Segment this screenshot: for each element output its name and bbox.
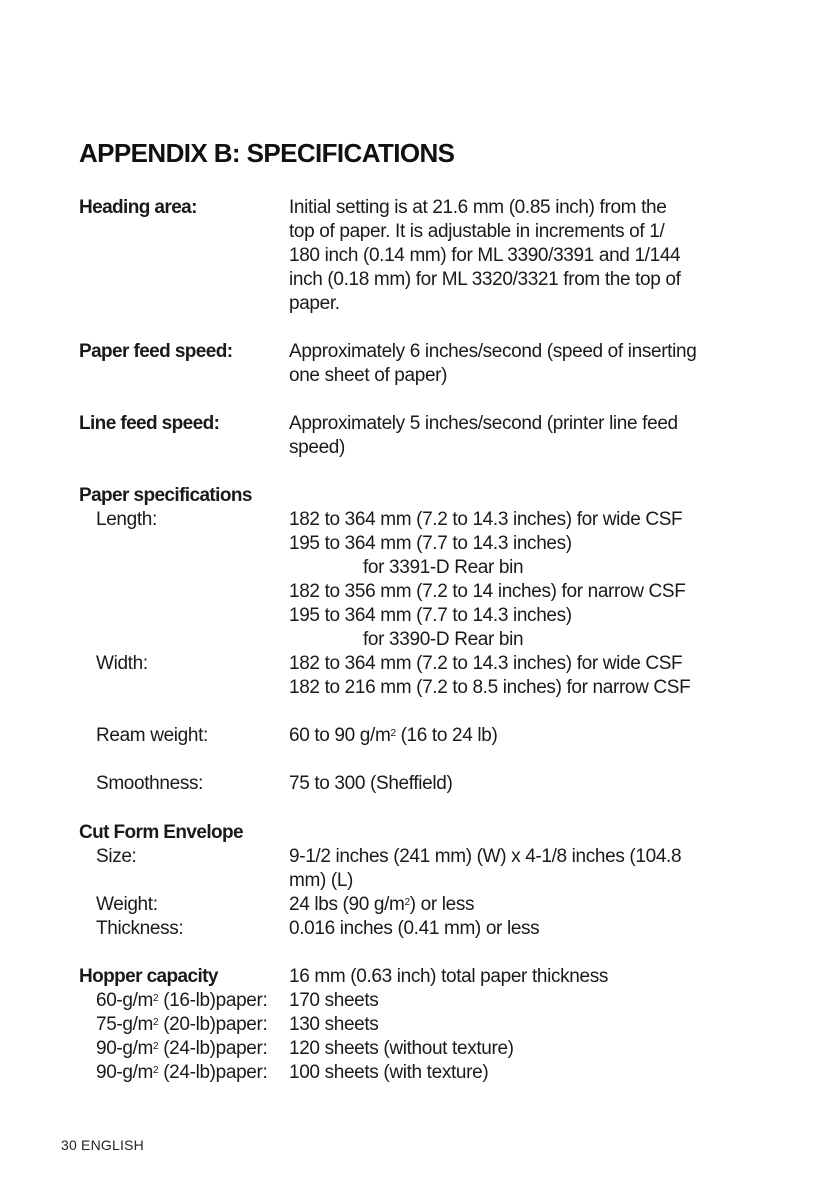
hopper-heading: Hopper capacity (79, 966, 218, 987)
envelope-size-line: 9-1/2 inches (241 mm) (W) x 4-1/8 inches (104.8 (289, 846, 682, 867)
heading-area-line: top of paper. It is adjustable in increments of 1/ (289, 221, 665, 242)
length-line: 195 to 364 mm (7.7 to 14.3 inches) (289, 605, 572, 626)
hopper-row-label: $60-g/m^2$ (16-lb)paper: (96, 990, 268, 1011)
hopper-heading-value: 16 mm (0.63 inch) total paper thickness (289, 966, 609, 987)
hopper-row-label: $75-g/m^2$ (20-lb)paper: (96, 1014, 268, 1035)
width-label: Width: (96, 653, 148, 674)
paper-feed-speed-label: Paper feed speed: (79, 341, 233, 362)
length-line: 182 to 364 mm (7.2 to 14.3 inches) for wide CSF (289, 509, 683, 530)
envelope-weight-label: Weight: (96, 894, 158, 915)
length-line: 195 to 364 mm (7.7 to 14.3 inches) (289, 533, 572, 554)
envelope-thickness-label: Thickness: (96, 918, 184, 939)
hopper-row-label: $90-g/m^2$ (24-lb)paper: (96, 1062, 268, 1083)
hopper-row-value: 100 sheets (with texture) (289, 1062, 489, 1083)
length-line: for 3390-D Rear bin (363, 629, 524, 650)
envelope-size-line: mm) (L) (289, 870, 354, 891)
hopper-row-value: 170 sheets (289, 990, 379, 1011)
length-label: Length: (96, 509, 157, 530)
heading-area-line: inch (0.18 mm) for ML 3320/3321 from the top of (289, 269, 681, 290)
line-feed-speed-line: Approximately 5 inches/second (printer line feed (289, 413, 678, 434)
envelope-heading: Cut Form Envelope (79, 822, 243, 843)
length-line: 182 to 356 mm (7.2 to 14 inches) for narrow CSF (289, 581, 686, 602)
heading-area-line: Initial setting is at 21.6 mm (0.85 inch) from the (289, 197, 667, 218)
heading-area-line: 180 inch (0.14 mm) for ML 3390/3391 and 1/144 (289, 245, 681, 266)
ream-weight-label: Ream weight: (96, 725, 208, 746)
hopper-row-value: 130 sheets (289, 1014, 379, 1035)
paper-specs-heading: Paper specifications (79, 485, 252, 506)
length-line: for 3391-D Rear bin (363, 557, 524, 578)
page-title: APPENDIX B: SPECIFICATIONS (79, 138, 455, 168)
smoothness-label: Smoothness: (96, 773, 204, 794)
paper-feed-speed-line: one sheet of paper) (289, 365, 448, 386)
line-feed-speed-line: speed) (289, 437, 345, 458)
paper-feed-speed-line: Approximately 6 inches/second (speed of inserting (289, 341, 697, 362)
envelope-thickness-value: 0.016 inches (0.41 mm) or less (289, 918, 540, 939)
line-feed-speed-label: Line feed speed: (79, 413, 220, 434)
heading-area-line: paper. (289, 293, 340, 314)
width-line: 182 to 216 mm (7.2 to 8.5 inches) for narrow CSF (289, 677, 691, 698)
heading-area-label: Heading area: (79, 197, 197, 218)
page-footer: 30 ENGLISH (61, 1137, 144, 1153)
smoothness-value: 75 to 300 (Sheffield) (289, 773, 453, 794)
width-line: 182 to 364 mm (7.2 to 14.3 inches) for wide CSF (289, 653, 683, 674)
ream-weight-value: 60 to 90 $g/m^2$ (16 to 24 lb) (289, 725, 498, 746)
envelope-weight-value: 24 lbs (90 $g/m^2$) or less (289, 894, 475, 915)
hopper-row-value: 120 sheets (without texture) (289, 1038, 514, 1059)
envelope-size-label: Size: (96, 846, 137, 867)
hopper-row-label: $90-g/m^2$ (24-lb)paper: (96, 1038, 268, 1059)
